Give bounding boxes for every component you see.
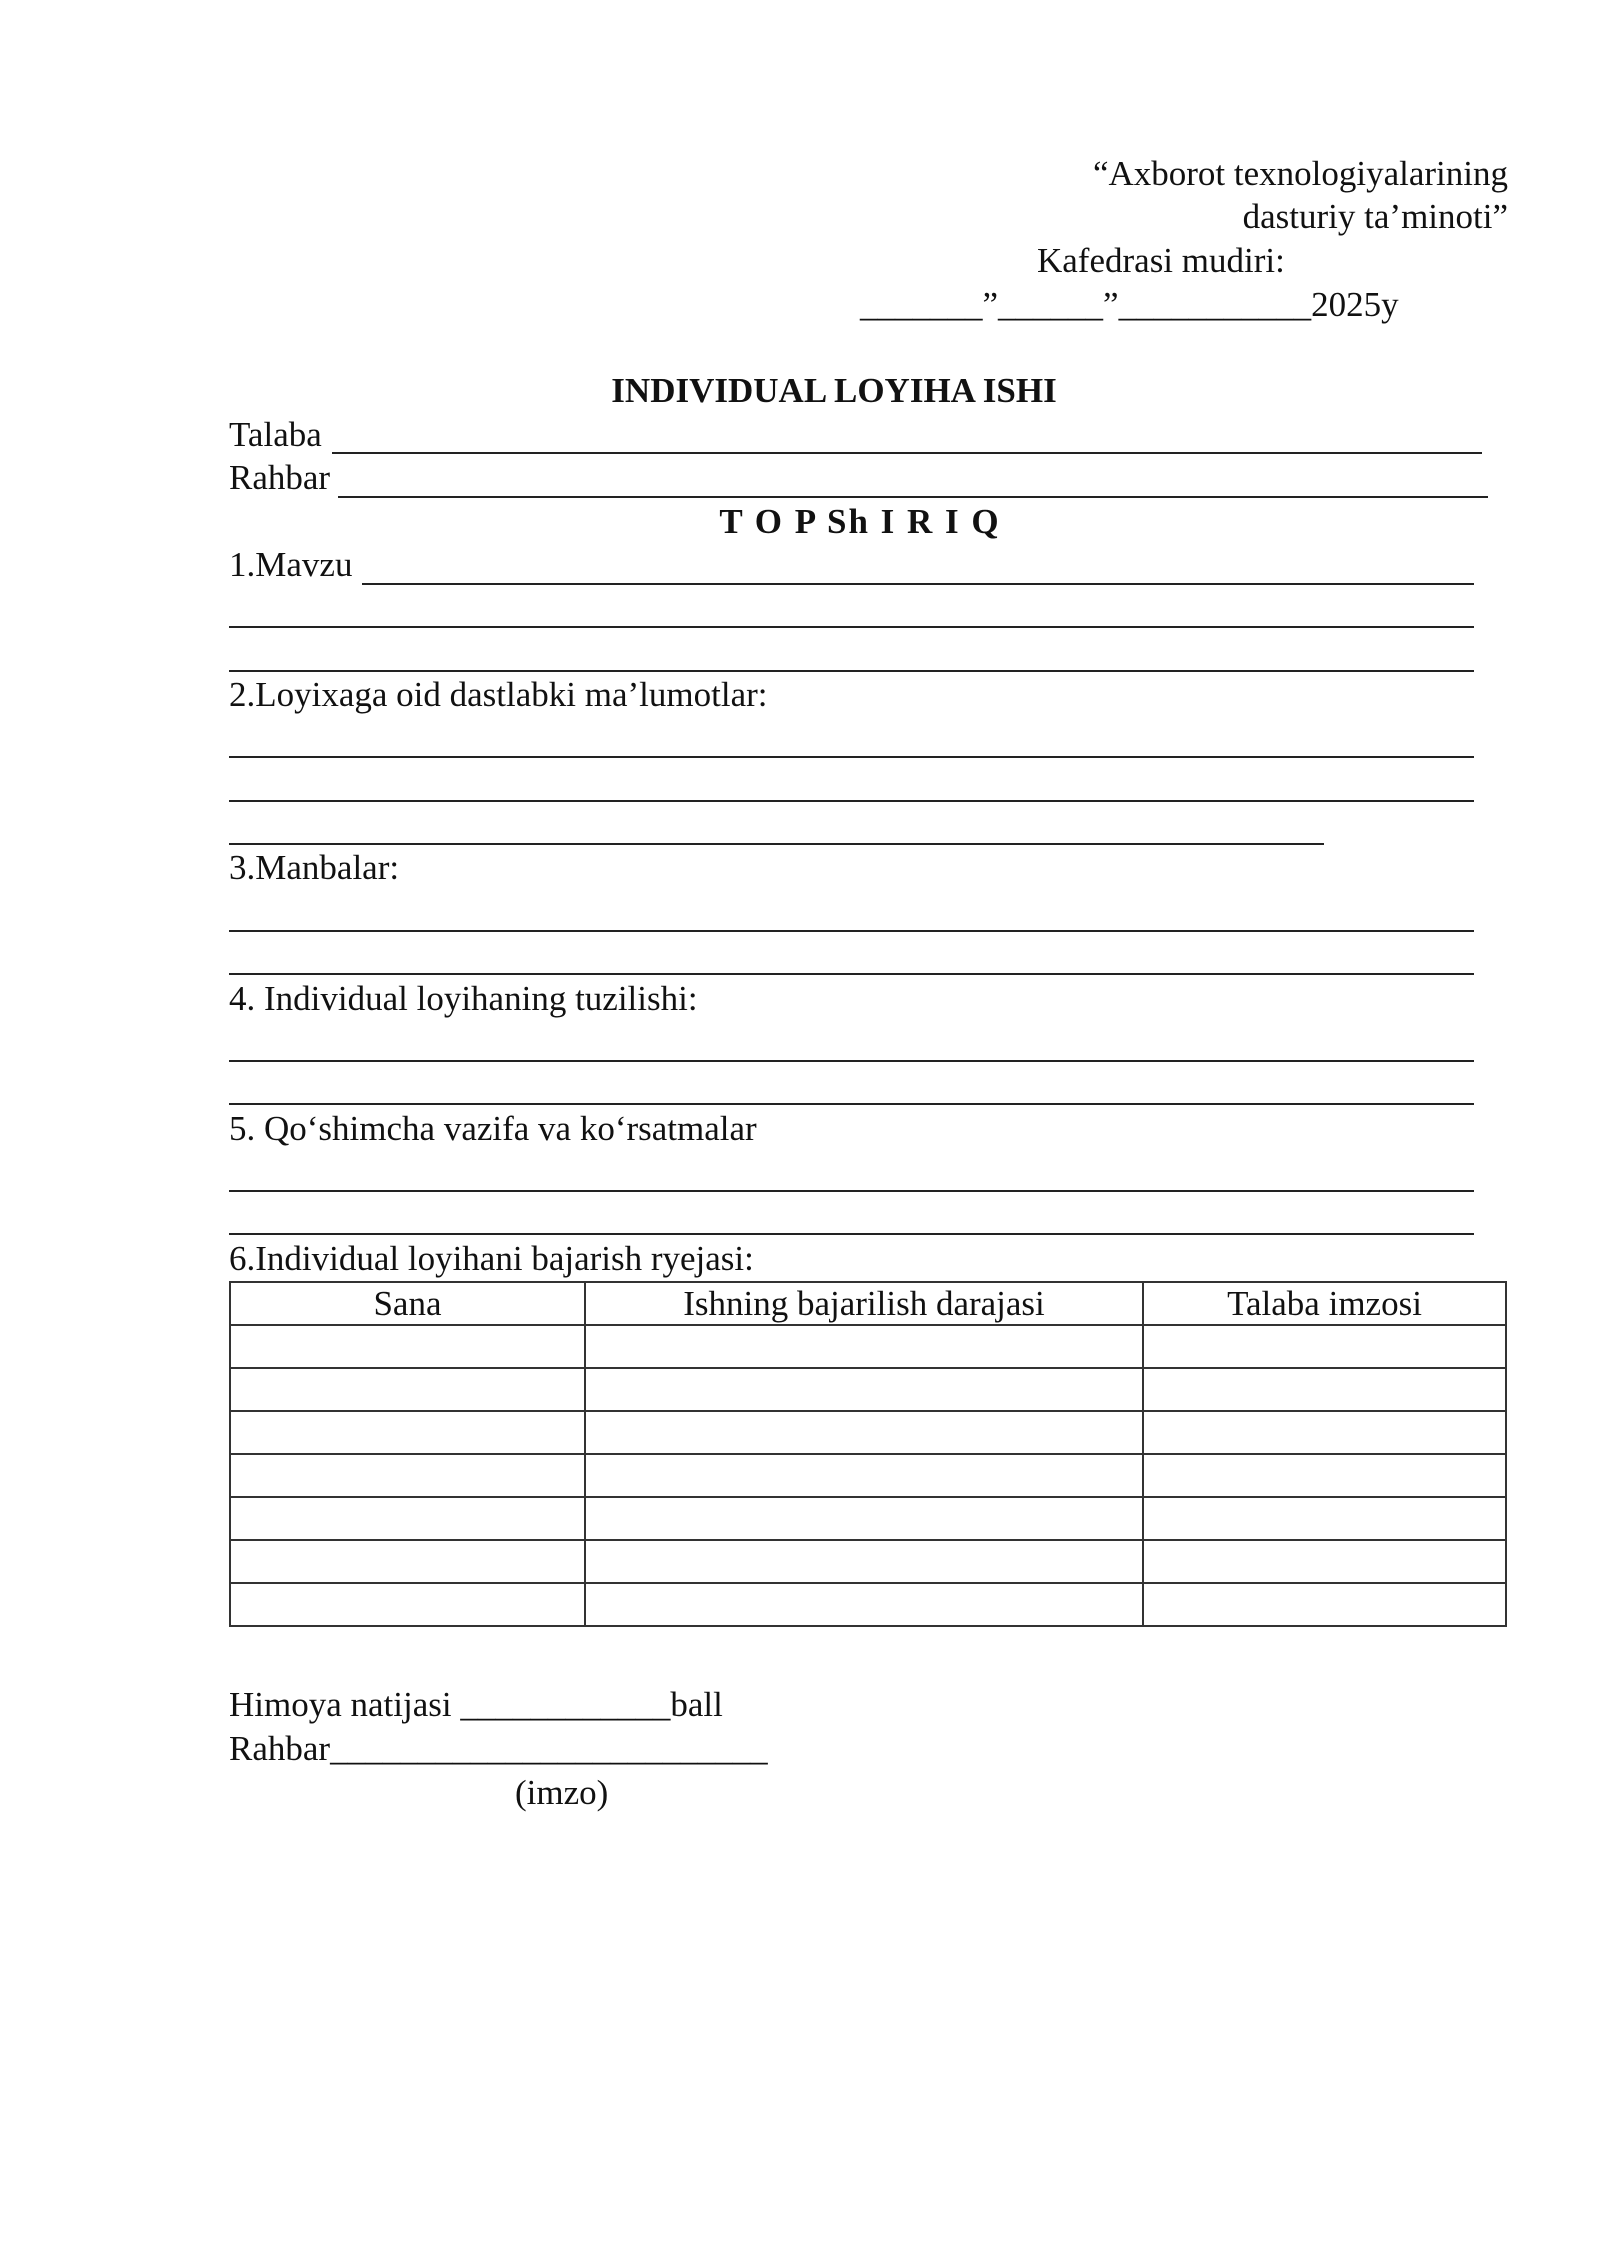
signature-cell[interactable]: [1143, 1454, 1506, 1497]
department-head-label: Kafedrasi mudiri:: [1037, 241, 1285, 280]
student-blank-line[interactable]: [332, 452, 1482, 454]
plan-table-header-row: [230, 1282, 1506, 1325]
signature-cell[interactable]: [1143, 1325, 1506, 1368]
table-row: [230, 1497, 1506, 1540]
section-5-additional-tasks: 5. Qo‘shimcha vazifa va ko‘rsatmalar: [229, 1109, 757, 1148]
table-row: [230, 1325, 1506, 1368]
progress-cell[interactable]: [585, 1497, 1143, 1540]
section-3-sources: 3.Manbalar:: [229, 848, 400, 887]
sources-line-2[interactable]: [229, 973, 1474, 975]
department-name-line2: dasturiy ta’minoti”: [1242, 197, 1508, 236]
structure-line-1[interactable]: [229, 1060, 1474, 1062]
department-name-line1: “Axborot texnologiyalarining: [1092, 154, 1508, 193]
progress-cell[interactable]: [585, 1454, 1143, 1497]
topic-line-1[interactable]: [362, 583, 1474, 585]
defense-result-line: [229, 1684, 723, 1726]
supervisor-label: Rahbar: [229, 458, 331, 497]
supervisor-blank-line[interactable]: [338, 496, 1488, 498]
date-cell[interactable]: [230, 1454, 585, 1497]
table-row: [230, 1583, 1506, 1626]
date-cell[interactable]: [230, 1540, 585, 1583]
signature-cell[interactable]: [1143, 1411, 1506, 1454]
progress-cell[interactable]: [585, 1583, 1143, 1626]
section-4-structure: 4. Individual loyihaning tuzilishi:: [229, 979, 698, 1018]
table-row: [230, 1411, 1506, 1454]
topic-line-3[interactable]: [229, 670, 1474, 672]
signature-caption: (imzo): [515, 1773, 609, 1812]
date-cell[interactable]: [230, 1583, 585, 1626]
task-title: T O P Sh I R I Q: [719, 502, 1001, 541]
date-cell[interactable]: [230, 1368, 585, 1411]
signature-cell[interactable]: [1143, 1540, 1506, 1583]
progress-cell[interactable]: [585, 1368, 1143, 1411]
plan-table: [229, 1281, 1507, 1627]
additional-tasks-line-2[interactable]: [229, 1233, 1474, 1235]
sources-line-1[interactable]: [229, 930, 1474, 932]
approval-date-line: _______”______”___________2025y: [860, 285, 1399, 324]
date-cell[interactable]: [230, 1325, 585, 1368]
structure-line-2[interactable]: [229, 1103, 1474, 1105]
date-cell[interactable]: [230, 1497, 585, 1540]
defense-result-label: Himoya natijasi: [229, 1685, 452, 1724]
column-header-progress: Ishning bajarilish darajasi: [585, 1282, 1143, 1325]
signature-cell[interactable]: [1143, 1368, 1506, 1411]
table-row: [230, 1454, 1506, 1497]
table-row: [230, 1540, 1506, 1583]
column-header-date: Sana: [230, 1282, 585, 1325]
additional-tasks-line-1[interactable]: [229, 1190, 1474, 1192]
progress-cell[interactable]: [585, 1411, 1143, 1454]
initial-data-line-3[interactable]: [229, 843, 1324, 845]
topic-line-2[interactable]: [229, 626, 1474, 628]
defense-score-unit: ball: [670, 1685, 723, 1724]
progress-cell[interactable]: [585, 1540, 1143, 1583]
student-label: Talaba: [229, 415, 322, 454]
section-6-plan: 6.Individual loyihani bajarish ryejasi:: [229, 1239, 754, 1278]
signature-cell[interactable]: [1143, 1497, 1506, 1540]
section-2-initial-data: 2.Loyixaga oid dastlabki ma’lumotlar:: [229, 675, 768, 714]
table-row: [230, 1368, 1506, 1411]
initial-data-line-1[interactable]: [229, 756, 1474, 758]
initial-data-line-2[interactable]: [229, 800, 1474, 802]
column-header-signature: Talaba imzosi: [1143, 1282, 1506, 1325]
signature-cell[interactable]: [1143, 1583, 1506, 1626]
supervisor-signature-blank[interactable]: _________________________: [330, 1729, 768, 1768]
final-supervisor-line: [229, 1728, 768, 1770]
section-1-topic: 1.Mavzu: [229, 545, 353, 584]
final-supervisor-label: Rahbar: [229, 1729, 331, 1768]
progress-cell[interactable]: [585, 1325, 1143, 1368]
defense-score-blank[interactable]: ____________: [460, 1685, 671, 1724]
date-cell[interactable]: [230, 1411, 585, 1454]
document-title: INDIVIDUAL LOYIHA ISHI: [611, 371, 1057, 410]
